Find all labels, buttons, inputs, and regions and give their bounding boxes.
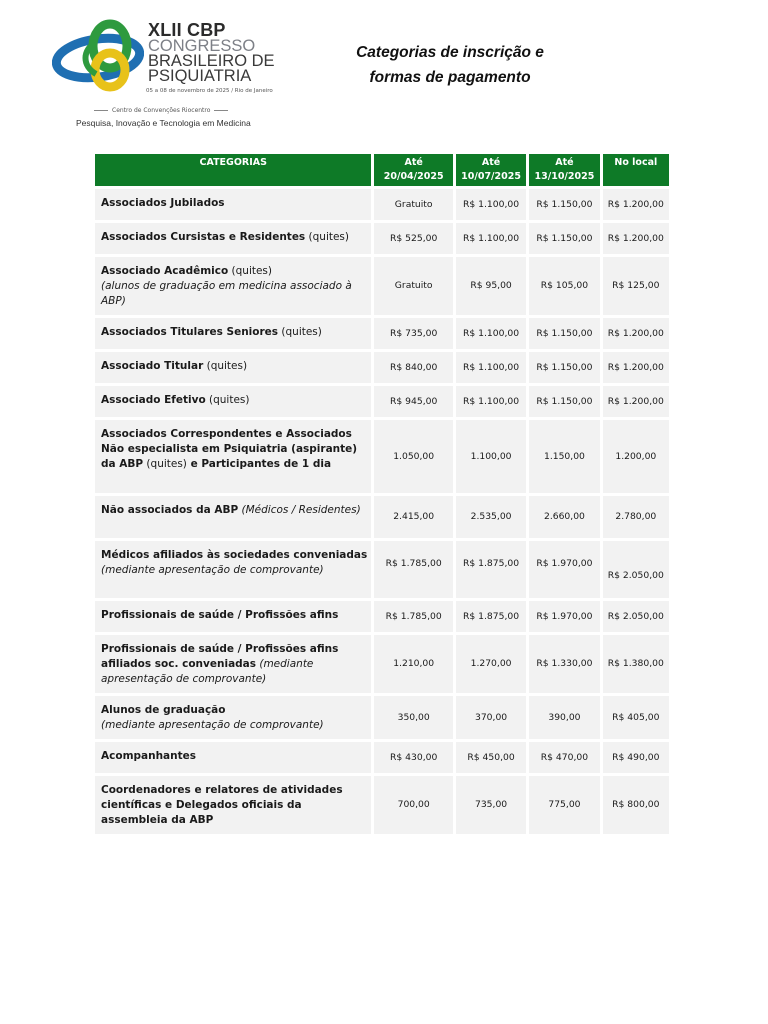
category-name: Associados Correspondentes e Associados Não especialista em Psiquiatria (aspirante) da ABP <box>101 428 358 470</box>
table-row <box>95 601 669 632</box>
column-header-line1: Até <box>404 157 423 168</box>
price-cell <box>374 318 452 349</box>
price-cell <box>374 635 452 693</box>
category-cell <box>95 601 371 632</box>
title-line-1: Categorias de inscrição e <box>356 44 544 61</box>
logo-congresso: CONGRESSO <box>148 37 256 55</box>
category-name: Profissionais de saúde / Profissões afins afiliados soc. conveniadas <box>101 643 339 670</box>
price-value: R$ 525,00 <box>390 232 438 244</box>
price-value: R$ 1.200,00 <box>607 198 664 210</box>
price-value: Gratuito <box>394 280 433 291</box>
price-cell <box>374 352 452 383</box>
category-name: Associados Cursistas e Residentes <box>101 231 306 243</box>
logo-psiquiatria: PSIQUIATRIA <box>148 67 252 85</box>
price-cell <box>456 776 526 834</box>
price-cell <box>529 496 599 538</box>
logo-tagline: Pesquisa, Inovação e Tecnologia em Medicina <box>76 118 251 128</box>
price-cell <box>529 541 599 598</box>
price-cell <box>603 318 669 349</box>
price-cell <box>603 223 669 254</box>
price-cell <box>374 742 452 773</box>
price-value: 1.270,00 <box>470 658 512 669</box>
category-note: (mediante apresentação de comprovante) <box>101 564 324 576</box>
table-row <box>95 386 669 417</box>
table-row <box>95 742 669 773</box>
price-value: R$ 1.150,00 <box>536 395 593 407</box>
category-cell <box>95 386 371 417</box>
price-cell <box>456 420 526 493</box>
column-header-line1: CATEGORIAS <box>199 157 267 168</box>
price-value: R$ 1.100,00 <box>463 361 520 373</box>
price-value: 2.415,00 <box>393 511 435 522</box>
price-value: 1.150,00 <box>543 450 585 462</box>
category-name: Associados Jubilados <box>101 197 225 209</box>
price-cell <box>374 386 452 417</box>
price-value: R$ 735,00 <box>390 327 438 339</box>
price-cell <box>529 696 599 739</box>
price-cell <box>529 420 599 493</box>
price-cell <box>603 420 669 493</box>
price-cell <box>603 496 669 538</box>
price-value: R$ 1.200,00 <box>607 327 664 339</box>
table-row <box>95 635 669 693</box>
logo-venue: Centro de Convenções Riocentro <box>90 107 232 114</box>
column-header <box>456 154 526 186</box>
table-header-row <box>95 154 669 186</box>
price-cell <box>456 223 526 254</box>
price-cell <box>529 601 599 632</box>
price-value: 370,00 <box>474 711 508 723</box>
price-cell <box>603 696 669 739</box>
price-cell <box>374 541 452 598</box>
price-cell <box>529 189 599 220</box>
logo-edition: XLII CBP <box>148 20 226 40</box>
category-note: (Médicos / Residentes) <box>241 504 361 516</box>
price-value: R$ 1.100,00 <box>463 232 520 244</box>
category-name: Associado Acadêmico <box>101 265 229 277</box>
price-cell <box>456 386 526 417</box>
table-row <box>95 496 669 538</box>
price-value: R$ 1.150,00 <box>536 361 593 373</box>
category-name: Associados Titulares Seniores <box>101 326 279 338</box>
column-header <box>95 154 371 186</box>
price-value: R$ 945,00 <box>390 395 438 407</box>
category-cell <box>95 635 371 693</box>
table-row <box>95 541 669 598</box>
price-cell <box>456 696 526 739</box>
price-cell <box>456 742 526 773</box>
category-cell <box>95 420 371 493</box>
price-cell <box>529 257 599 315</box>
price-cell <box>374 601 452 632</box>
column-header-line1: No local <box>614 157 658 168</box>
price-cell <box>603 541 669 598</box>
price-cell <box>603 386 669 417</box>
category-status: (quites) <box>305 231 350 243</box>
price-value: R$ 1.150,00 <box>536 327 593 339</box>
price-value: R$ 800,00 <box>612 799 660 810</box>
price-cell <box>603 776 669 834</box>
category-name: Não associados da ABP <box>101 504 239 516</box>
category-name: Alunos de graduação <box>101 704 226 716</box>
price-value: R$ 1.200,00 <box>607 361 664 373</box>
column-header-line1: Até <box>555 157 574 168</box>
category-name: Coordenadores e relatores de atividades científicas e Delegados oficiais da assembleia da ABP <box>101 784 343 826</box>
category-cell <box>95 189 371 220</box>
column-header-line2: 13/10/2025 <box>534 171 595 182</box>
price-value: R$ 1.875,00 <box>463 557 520 569</box>
category-name: Associado Titular <box>101 360 204 372</box>
category-cell <box>95 318 371 349</box>
category-cell <box>95 776 371 834</box>
pricing-table <box>92 151 672 837</box>
price-cell <box>374 696 452 739</box>
price-cell <box>456 541 526 598</box>
logo-brasileiro: BRASILEIRO DE <box>148 52 275 70</box>
price-cell <box>603 189 669 220</box>
price-cell <box>603 601 669 632</box>
category-cell <box>95 223 371 254</box>
price-value: 735,00 <box>474 799 508 810</box>
price-value: R$ 1.150,00 <box>536 198 593 210</box>
price-value: R$ 840,00 <box>390 361 438 373</box>
cbp-emblem-icon <box>52 16 144 96</box>
category-cell <box>95 496 371 538</box>
price-cell <box>529 223 599 254</box>
price-value: 390,00 <box>548 711 581 723</box>
price-value: 1.210,00 <box>393 658 435 669</box>
page-title <box>330 40 570 90</box>
table-row <box>95 223 669 254</box>
congress-logo <box>52 14 282 132</box>
price-value: R$ 1.200,00 <box>607 232 664 244</box>
price-cell <box>603 635 669 693</box>
price-cell <box>529 352 599 383</box>
price-value: 2.660,00 <box>543 511 585 522</box>
price-cell <box>374 420 452 493</box>
price-cell <box>603 257 669 315</box>
table-row <box>95 420 669 493</box>
price-value: 1.200,00 <box>615 450 657 462</box>
category-cell <box>95 541 371 598</box>
price-value: Gratuito <box>394 198 433 210</box>
category-note: (mediante apresentação de comprovante) <box>101 658 314 685</box>
category-cell <box>95 742 371 773</box>
price-cell <box>529 776 599 834</box>
price-value: R$ 1.200,00 <box>607 395 664 407</box>
price-value: R$ 2.050,00 <box>607 569 664 581</box>
category-note: (alunos de graduação em medicina associado à ABP) <box>101 280 352 307</box>
price-value: R$ 405,00 <box>612 711 660 723</box>
column-header <box>603 154 669 186</box>
column-header-line2: 10/07/2025 <box>461 171 521 182</box>
price-cell <box>374 776 452 834</box>
column-header <box>529 154 599 186</box>
price-cell <box>374 189 452 220</box>
column-header <box>374 154 452 186</box>
price-value: R$ 1.970,00 <box>536 610 593 622</box>
price-cell <box>603 352 669 383</box>
price-cell <box>374 257 452 315</box>
price-value: R$ 1.875,00 <box>463 610 520 622</box>
price-value: R$ 1.380,00 <box>607 658 664 669</box>
price-cell <box>456 352 526 383</box>
price-value: 350,00 <box>397 711 430 723</box>
price-value: R$ 95,00 <box>470 280 512 291</box>
price-cell <box>374 496 452 538</box>
price-value: R$ 1.785,00 <box>385 557 442 569</box>
category-name: Profissionais de saúde / Profissões afins <box>101 609 339 621</box>
category-status: (quites) <box>278 326 322 338</box>
price-cell <box>456 189 526 220</box>
price-value: R$ 1.150,00 <box>536 232 593 244</box>
price-cell <box>456 496 526 538</box>
price-cell <box>603 742 669 773</box>
price-cell <box>529 386 599 417</box>
table-row <box>95 318 669 349</box>
price-value: R$ 1.785,00 <box>385 610 442 622</box>
price-cell <box>529 635 599 693</box>
price-cell <box>529 742 599 773</box>
price-value: R$ 2.050,00 <box>607 610 664 622</box>
table-row <box>95 189 669 220</box>
category-name-cont: e Participantes de 1 dia <box>186 458 332 470</box>
price-cell <box>456 635 526 693</box>
price-value: R$ 450,00 <box>467 751 515 763</box>
price-value: R$ 1.100,00 <box>463 327 520 339</box>
column-header-line1: Até <box>481 157 501 168</box>
table-row <box>95 696 669 739</box>
price-value: 1.050,00 <box>393 450 435 462</box>
logo-date: 05 a 08 de novembro de 2025 / Rio de Janeiro <box>146 88 273 94</box>
category-cell <box>95 257 371 315</box>
price-value: R$ 125,00 <box>612 280 660 291</box>
price-value: R$ 1.100,00 <box>463 198 520 210</box>
price-cell <box>456 318 526 349</box>
price-cell <box>374 223 452 254</box>
category-name: Médicos afiliados às sociedades conveniadas <box>101 549 368 561</box>
price-cell <box>456 257 526 315</box>
price-value: 775,00 <box>548 799 581 810</box>
category-name: Associado Efetivo <box>101 394 206 406</box>
category-name: Acompanhantes <box>101 750 197 762</box>
title-line-2: formas de pagamento <box>369 69 531 86</box>
price-value: 2.780,00 <box>615 511 657 522</box>
table-row <box>95 257 669 315</box>
category-cell <box>95 696 371 739</box>
price-cell <box>529 318 599 349</box>
table-row <box>95 776 669 834</box>
category-note: (mediante apresentação de comprovante) <box>101 719 324 731</box>
price-value: R$ 430,00 <box>390 751 438 763</box>
price-value: R$ 1.100,00 <box>463 395 520 407</box>
price-value: 2.535,00 <box>470 511 512 522</box>
price-value: R$ 1.970,00 <box>536 557 593 569</box>
price-value: R$ 105,00 <box>540 280 589 291</box>
price-cell <box>456 601 526 632</box>
category-status: (quites) <box>205 394 250 406</box>
category-status: (quites) <box>203 360 248 372</box>
price-value: R$ 1.330,00 <box>536 658 593 669</box>
price-value: 1.100,00 <box>470 450 512 462</box>
category-status: (quites) <box>228 265 273 277</box>
price-value: 700,00 <box>397 799 430 810</box>
column-header-line2: 20/04/2025 <box>383 171 444 182</box>
price-value: R$ 490,00 <box>612 751 660 763</box>
category-status: (quites) <box>143 458 187 470</box>
price-value: R$ 470,00 <box>540 751 589 763</box>
category-cell <box>95 352 371 383</box>
table-row <box>95 352 669 383</box>
